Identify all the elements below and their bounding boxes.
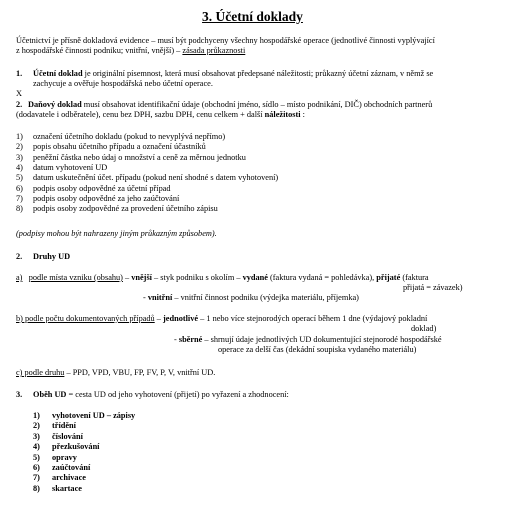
requisite-text: popis obsahu účetního případu a označení účastníků xyxy=(33,142,206,152)
section-1-line-1: Účetní doklad je originální písemnost, která musí obsahovat předepsané náležitosti; průkazný účetní záznam, v němž se xyxy=(33,69,434,78)
types-number: 2. xyxy=(16,252,23,261)
intro-line-1: Účetnictví je přísně dokladová evidence – musí být podchyceny všechny hospodářské operace (jednotlivé činnosti vyplývající xyxy=(16,36,435,45)
signature-note: (podpisy mohou být nahrazeny jiným průkazným způsobem). xyxy=(16,229,217,238)
type-a-line-2: přijatá = závazek) xyxy=(403,283,463,292)
step-text: číslování xyxy=(52,431,83,441)
section-2-number: 2. xyxy=(16,100,23,109)
requisite-number: 3) xyxy=(16,152,23,162)
type-c-line: c) podle druhu – PPD, VPD, VBU, FP, FV, P, V, vnitřní UD. xyxy=(16,368,216,377)
type-a-line-3: - vnitřní – vnitřní činnost podniku (výdejka materiálu, příjemka) xyxy=(143,293,359,302)
page-title: 3. Účetní doklady xyxy=(202,9,303,24)
type-b-line-4: operace za delší čas (dekádní soupiska vydaného materiálu) xyxy=(218,345,417,354)
step-text: skartace xyxy=(52,483,82,493)
requisite-text: datum vyhotovení UD xyxy=(33,162,108,172)
section-1-number: 1. xyxy=(16,69,23,78)
step-number: 5) xyxy=(33,452,40,462)
step-text: třídění xyxy=(52,421,76,431)
requisite-number: 5) xyxy=(16,173,23,183)
section-2-line-2: (dodavatele i odběratele), cenu bez DPH, sazbu DPH, cenu celkem + další náležitosti : xyxy=(16,110,305,119)
tax-document-term: Daňový doklad xyxy=(28,100,82,109)
circulation-number: 3. xyxy=(16,390,23,399)
step-text: vyhotovení UD – zápisy xyxy=(52,411,136,420)
type-b-line-1: b) podle počtu dokumentovaných případů – jednotlivé – 1 nebo více stejnorodých operací během 1 dne (výdajový pokladní xyxy=(16,314,428,323)
requisite-text: peněžní částka nebo údaj o množství a ceně za měrnou jednotku xyxy=(33,152,246,162)
type-b-line-2: doklad) xyxy=(411,324,437,333)
types-heading: Druhy UD xyxy=(33,252,71,261)
section-2-line-1: Daňový doklad musí obsahovat identifikační údaje (obchodní jméno, sídlo – místo podnikání, DIČ) obchodních partnerů xyxy=(28,100,433,109)
durability-principle: zásada průkaznosti xyxy=(182,46,246,55)
step-number: 6) xyxy=(33,463,40,472)
requisite-number: 2) xyxy=(16,142,23,152)
requisite-text: podpis osoby zodpovědné za provedení účetního zápisu xyxy=(33,204,218,214)
step-number: 2) xyxy=(33,421,40,431)
step-text: opravy xyxy=(52,452,77,462)
accounting-document-term: Účetní doklad xyxy=(33,69,83,78)
type-b-line-3: - sběrné – shrnují údaje jednotlivých UD dokumentující stejnorodé hospodářské xyxy=(174,335,442,344)
circulation-line: Oběh UD = cesta UD od jeho vyhotovení (přijetí) po vyřazení a zhodnocení: xyxy=(33,390,289,399)
step-number: 1) xyxy=(33,411,40,420)
intro-line-2: z hospodářské činnosti podniku; vnitřní, vnější) – zásada průkaznosti xyxy=(16,46,246,55)
requisite-text: označení účetního dokladu (pokud to nevyplývá nepřímo) xyxy=(33,132,226,141)
step-number: 4) xyxy=(33,442,40,452)
step-number: 8) xyxy=(33,483,40,493)
requisite-number: 1) xyxy=(16,132,23,141)
section-1-line-2: zachycuje a ověřuje hospodářská nebo účetní operace. xyxy=(33,79,213,88)
step-text: archivace xyxy=(52,473,86,483)
step-text: zaúčtování xyxy=(52,463,91,472)
requisite-text: podpis osoby odpovědné za jeho zaúčtování xyxy=(33,193,180,203)
type-a-line-1: a) podle místa vzniku (obsahu) – vnější – styk podniku s okolím – vydané (faktura vydaná = pohledávka), přijaté (faktura xyxy=(16,273,429,282)
requisite-number: 4) xyxy=(16,162,23,172)
requisite-text: datum uskutečnění účet. případu (pokud není shodné s datem vyhotovení) xyxy=(33,173,279,183)
section-1-mark: X xyxy=(16,89,22,98)
step-number: 7) xyxy=(33,473,40,483)
requisite-number: 6) xyxy=(16,183,23,193)
step-number: 3) xyxy=(33,431,40,441)
step-text: přezkušování xyxy=(52,442,100,452)
requisite-number: 8) xyxy=(16,204,23,214)
requisite-number: 7) xyxy=(16,193,23,203)
requisite-text: podpis osoby odpovědné za účetní případ xyxy=(33,183,171,193)
